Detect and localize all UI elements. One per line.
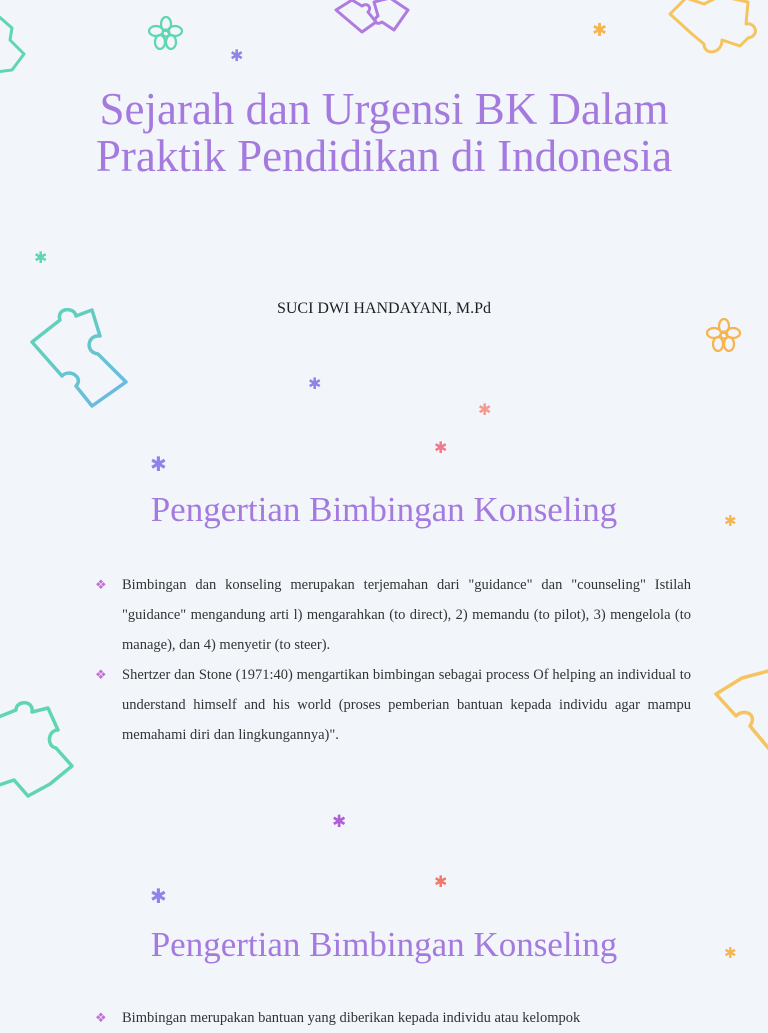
puzzle-piece-icon (26, 306, 132, 412)
list-item-text: Bimbingan merupakan bantuan yang diberikan kepada individu atau kelompok (122, 1010, 581, 1026)
sparkle-icon: ✱ (308, 376, 322, 393)
list-item (94, 570, 691, 660)
section-heading: Pengertian Bimbingan Konseling (150, 490, 618, 529)
sparkle-icon: ✱ (724, 514, 737, 530)
list-item-text: Shertzer dan Stone (1971:40) mengartikan bimbingan sebagai process Of helping an individual to understand himself and his world (proses pemberian bantuan kepada individu agar mampu memahami diri dan lingkungannya)". (122, 667, 691, 743)
puzzle-piece-icon (0, 700, 78, 804)
sparkle-icon: ✱ (478, 402, 492, 419)
sparkle-icon: ✱ (724, 946, 737, 962)
sparkle-icon: ✱ (34, 250, 48, 267)
puzzle-piece-icon (0, 10, 34, 76)
list-item (94, 660, 691, 750)
puzzle-piece-icon (664, 0, 764, 68)
sparkle-icon: ✱ (592, 20, 608, 40)
sparkle-icon: ✱ (150, 886, 167, 908)
page-title: Sejarah dan Urgensi BK Dalam Praktik Pendidikan di Indonesia (95, 84, 673, 181)
sparkle-icon: ✱ (434, 440, 448, 457)
sparkle-icon: ✱ (150, 454, 167, 476)
section-heading: Pengertian Bimbingan Konseling (150, 925, 618, 964)
sparkle-icon: ✱ (332, 812, 347, 831)
puzzle-piece-icon (332, 0, 414, 38)
sparkle-icon: ✱ (230, 48, 244, 65)
author-name: SUCI DWI HANDAYANI, M.Pd (276, 300, 492, 317)
diamond-bullet-icon: ❖ (95, 577, 107, 592)
diamond-bullet-icon: ❖ (95, 667, 107, 682)
bullet-list (94, 1003, 691, 1033)
diamond-bullet-icon: ❖ (95, 1010, 107, 1025)
flower-icon (706, 318, 742, 352)
sparkle-icon: ✱ (434, 874, 448, 891)
list-item-text: Bimbingan dan konseling merupakan terjemahan dari "guidance" dan "counseling" Istilah "guidance" mengandung arti l) mengarahkan (to direct), 2) memandu (to pilot), 3) mengelola (to manage), dan 4) menyetir (to steer). (122, 577, 691, 653)
puzzle-piece-icon (712, 664, 768, 764)
bullet-list (94, 570, 691, 750)
list-item (94, 1003, 691, 1033)
flower-icon (148, 16, 184, 50)
